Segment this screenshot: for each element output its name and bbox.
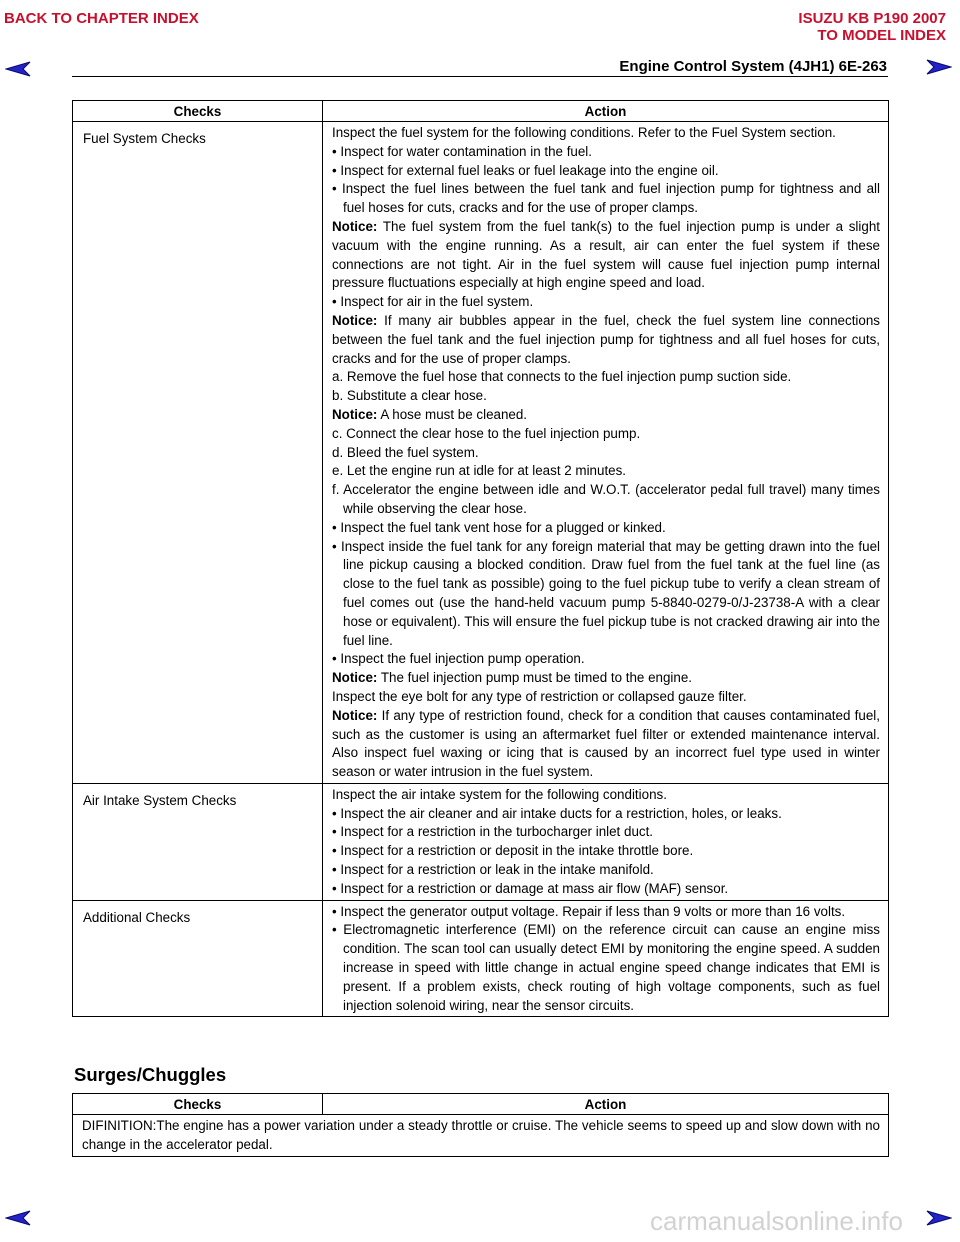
checks-table — [72, 100, 889, 1017]
action-text: c. Connect the clear hose to the fuel injection pump. — [332, 425, 641, 441]
action-cell — [323, 900, 889, 1017]
bullet-icon: • — [332, 805, 341, 821]
notice-text: A hose must be cleaned. — [377, 406, 528, 422]
bullet-icon: • — [332, 519, 341, 535]
action-text: d. Bleed the fuel system. — [332, 444, 479, 460]
bullet-text: Inspect the fuel lines between the fuel tank and fuel injection pump for tightness and all fuel hoses for cuts, cracks and for the use of proper clamps. — [341, 181, 880, 216]
bullet-item — [332, 519, 880, 538]
action-column-header: Action — [323, 1094, 889, 1115]
bullet-item — [332, 903, 880, 922]
model-title: ISUZU KB P190 2007 — [798, 10, 946, 27]
table-header-row — [73, 1094, 889, 1115]
bullet-icon: • — [332, 922, 344, 938]
bullet-icon: • — [332, 181, 342, 197]
notice-label: Notice: — [332, 707, 378, 723]
notice-paragraph — [332, 218, 880, 293]
bullet-item — [332, 861, 880, 880]
action-text: e. Let the engine run at idle for at least 2 minutes. — [332, 463, 627, 479]
action-text: Inspect the air intake system for the following conditions. — [332, 786, 667, 802]
bullet-text: Inspect for a restriction in the turbocharger inlet duct. — [340, 824, 654, 840]
bullet-text: Electromagnetic interference (EMI) on the reference circuit can cause an engine miss condition. The scan tool can usually detect EMI by monitoring the engine speed. A sudden increase in speed with little change in actual engine speed change indicates that EMI is present. If a problem exists, check routing of high voltage components, such as fuel injection solenoid wiring, near the sensor circuits. — [343, 922, 880, 1013]
notice-text: If any type of restriction found, check for a condition that causes contaminated fuel, such as the customer is using an aftermarket fuel filter or extended maintenance interval. Also inspect fuel waxing or icing that is caused by an incorrect fuel type used in winter season or water intrusion in the fuel system. — [332, 707, 880, 780]
action-text: Inspect the fuel system for the following conditions. Refer to the Fuel System section. — [332, 125, 836, 140]
watermark: carmanualsonline.info — [650, 1206, 903, 1236]
bullet-item — [332, 293, 880, 312]
notice-text: The fuel system from the fuel tank(s) to the fuel injection pump is under a slight vacuum with the engine running. As a result, air can enter the fuel system if these connections are not tight. Air in the fuel system will cause fuel injection pump internal pressure fluctuations especially at high engine speed and load. — [332, 218, 880, 291]
bullet-text: Inspect the air cleaner and air intake ducts for a restriction, holes, or leaks. — [340, 805, 782, 821]
bullet-icon: • — [332, 651, 341, 667]
bullet-text: Inspect for air in the fuel system. — [340, 294, 534, 310]
action-text: a. Remove the fuel hose that connects to the fuel injection pump suction side. — [332, 369, 792, 385]
bullet-text: Inspect the generator output voltage. Repair if less than 9 volts or more than 16 volts. — [340, 903, 846, 919]
bullet-text: Inspect for a restriction or leak in the intake manifold. — [340, 862, 654, 878]
action-cell — [323, 122, 889, 784]
notice-paragraph — [332, 312, 880, 368]
bullet-icon: • — [332, 294, 341, 310]
action-text: Inspect the eye bolt for any type of restriction or collapsed gauze filter. — [332, 688, 747, 704]
table-row — [73, 900, 889, 1017]
bullet-icon: • — [332, 880, 341, 896]
bullet-icon: • — [332, 843, 341, 859]
table-header-row — [73, 101, 889, 122]
bullet-item — [332, 143, 880, 162]
bullet-item — [332, 650, 880, 669]
bullet-item — [332, 823, 880, 842]
definition-cell: DIFINITION:The engine has a power variation under a steady throttle or cruise. The vehicle seems to speed up and slow down with no change in the accelerator pedal. — [73, 1115, 889, 1157]
bullet-icon: • — [332, 903, 341, 919]
next-page-arrow-icon[interactable] — [926, 1210, 952, 1226]
checks-column-header: Checks — [73, 101, 323, 122]
surges-table — [72, 1093, 889, 1157]
bullet-item — [332, 538, 880, 651]
notice-text: If many air bubbles appear in the fuel, check the fuel system line connections between the fuel tank and the fuel injection pump for tightness and all fuel hoses for cuts, cracks and for the use of proper clamps. — [332, 312, 880, 366]
next-page-arrow-icon[interactable] — [926, 59, 952, 75]
bullet-item — [332, 880, 880, 899]
bullet-text: Inspect for water contamination in the fuel. — [340, 143, 593, 159]
bullet-text: Inspect for external fuel leaks or fuel leakage into the engine oil. — [340, 162, 719, 178]
bullet-icon: • — [332, 143, 341, 159]
table-row — [73, 783, 889, 900]
action-text: b. Substitute a clear hose. — [332, 388, 487, 404]
to-model-index-label: TO MODEL INDEX — [817, 27, 946, 44]
bullet-item — [332, 842, 880, 861]
bullet-item — [332, 162, 880, 181]
notice-label: Notice: — [332, 670, 378, 686]
checks-column-header: Checks — [73, 1094, 323, 1115]
action-column-header: Action — [323, 101, 889, 122]
header-rule — [72, 76, 888, 77]
check-name: Fuel System Checks — [73, 122, 323, 784]
bullet-icon: • — [332, 162, 341, 178]
notice-label: Notice: — [332, 218, 378, 234]
page-header: Engine Control System (4JH1) 6E-263 — [619, 58, 887, 75]
check-name: Additional Checks — [73, 900, 323, 1017]
previous-page-arrow-icon[interactable] — [5, 1210, 31, 1226]
bullet-text: Inspect the fuel injection pump operation. — [340, 651, 585, 667]
step-item: f. Accelerator the engine between idle and W.O.T. (accelerator pedal full travel) many times while observing the clear hose. — [332, 482, 880, 516]
bullet-icon: • — [332, 538, 341, 554]
table-row — [73, 1115, 889, 1157]
notice-label: Notice: — [332, 406, 378, 422]
notice-paragraph — [332, 669, 880, 688]
notice-paragraph — [332, 707, 880, 782]
section-title: Surges/Chuggles — [74, 1064, 227, 1085]
back-to-chapter-index-link[interactable]: BACK TO CHAPTER INDEX — [4, 10, 199, 27]
model-index-link[interactable] — [798, 10, 946, 44]
check-name: Air Intake System Checks — [73, 783, 323, 900]
notice-label: Notice: — [332, 312, 378, 328]
bullet-icon: • — [332, 862, 341, 878]
bullet-text: Inspect for a restriction or deposit in the intake throttle bore. — [340, 843, 694, 859]
bullet-icon: • — [332, 824, 341, 840]
notice-paragraph — [332, 406, 880, 425]
bullet-text: Inspect for a restriction or damage at mass air flow (MAF) sensor. — [340, 880, 729, 896]
bullet-item — [332, 805, 880, 824]
table-row — [73, 122, 889, 784]
bullet-text: Inspect the fuel tank vent hose for a plugged or kinked. — [340, 519, 666, 535]
action-cell — [323, 783, 889, 900]
bullet-item — [332, 921, 880, 1015]
bullet-text: Inspect inside the fuel tank for any foreign material that may be getting drawn into the fuel line pickup causing a blocked condition. Draw fuel from the fuel tank at the fuel line (as close to the fuel tank as possible) going to the fuel pickup tube to verify a clean stream of fuel comes out (use the hand-held vacuum pump 5-8840-0279-0/J-23738-A with a clear hose or equivalent). This will ensure the fuel pickup tube is not cracked drawing air into the fuel line. — [340, 538, 880, 648]
bullet-item — [332, 180, 880, 218]
notice-text: The fuel injection pump must be timed to the engine. — [377, 670, 693, 686]
